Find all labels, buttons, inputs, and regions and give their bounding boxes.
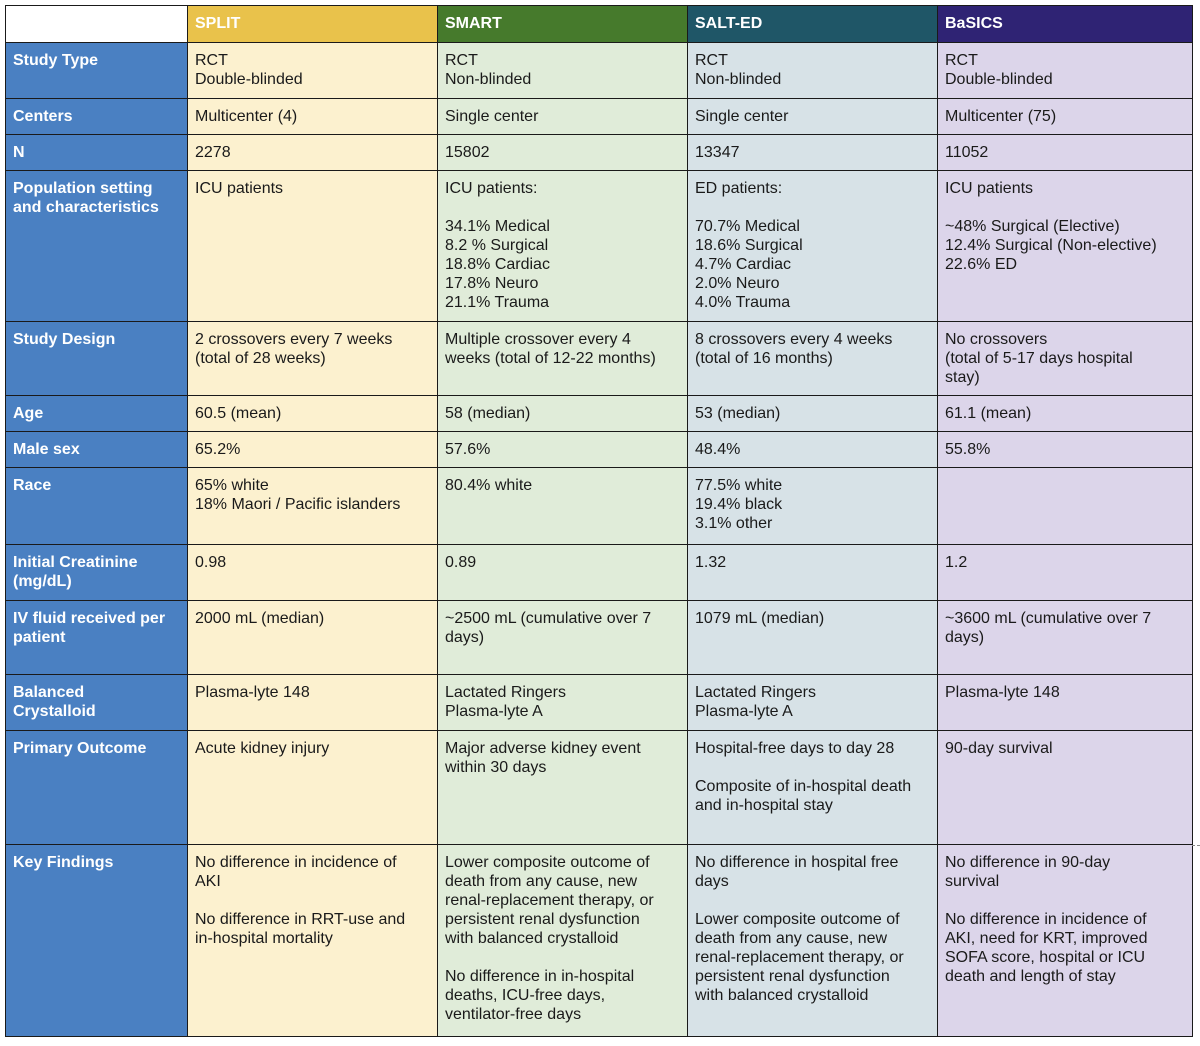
cell-split: Acute kidney injury	[188, 731, 438, 845]
cell-salted: Single center	[688, 99, 938, 135]
cell-smart: 58 (median)	[438, 396, 688, 432]
cell-salted: ED patients: 70.7% Medical 18.6% Surgical 4.7% Cardiac 2.0% Neuro 4.0% Trauma	[688, 171, 938, 322]
cell-smart: 80.4% white	[438, 468, 688, 545]
col-header-smart: SMART	[438, 6, 688, 43]
col-header-basics: BaSICS	[938, 6, 1193, 43]
cell-split: Plasma-lyte 148	[188, 675, 438, 731]
cell-split: No difference in incidence of AKI No difference in RRT-use and in-hospital mortality	[188, 845, 438, 1037]
cell-split: ICU patients	[188, 171, 438, 322]
dashed-divider	[1192, 845, 1200, 846]
cell-smart: 57.6%	[438, 432, 688, 468]
row-header: N	[6, 135, 188, 171]
cell-split: 2000 mL (median)	[188, 601, 438, 675]
cell-basics: Plasma-lyte 148	[938, 675, 1193, 731]
cell-basics: 11052	[938, 135, 1193, 171]
table-row	[6, 601, 1193, 675]
cell-salted: 77.5% white 19.4% black 3.1% other	[688, 468, 938, 545]
row-header: Study Design	[6, 322, 188, 396]
row-header: Initial Creatinine (mg/dL)	[6, 545, 188, 601]
table-row	[6, 432, 1193, 468]
cell-basics	[938, 468, 1193, 545]
cell-smart: Lower composite outcome of death from any cause, new renal-replacement therapy, or persistent renal dysfunction with balanced crystalloid No difference in in-hospital deaths, ICU-free days, ventilator-free days	[438, 845, 688, 1037]
cell-salted: Hospital-free days to day 28 Composite of in-hospital death and in-hospital stay	[688, 731, 938, 845]
table-row	[6, 675, 1193, 731]
cell-salted: 13347	[688, 135, 938, 171]
cell-smart: 15802	[438, 135, 688, 171]
cell-basics: ~3600 mL (cumulative over 7 days)	[938, 601, 1193, 675]
cell-split: Multicenter (4)	[188, 99, 438, 135]
corner-cell	[6, 6, 188, 43]
cell-smart: ~2500 mL (cumulative over 7 days)	[438, 601, 688, 675]
table-row	[6, 43, 1193, 99]
cell-basics: 1.2	[938, 545, 1193, 601]
cell-salted: Lactated Ringers Plasma-lyte A	[688, 675, 938, 731]
cell-smart: Major adverse kidney event within 30 days	[438, 731, 688, 845]
cell-salted: 1.32	[688, 545, 938, 601]
cell-split: RCT Double-blinded	[188, 43, 438, 99]
col-header-salt-ed: SALT-ED	[688, 6, 938, 43]
table-row	[6, 468, 1193, 545]
row-header: IV fluid received per patient	[6, 601, 188, 675]
cell-smart: Single center	[438, 99, 688, 135]
cell-split: 0.98	[188, 545, 438, 601]
table-row	[6, 135, 1193, 171]
cell-salted: 48.4%	[688, 432, 938, 468]
cell-salted: 53 (median)	[688, 396, 938, 432]
table-row	[6, 322, 1193, 396]
cell-split: 65.2%	[188, 432, 438, 468]
cell-basics: 55.8%	[938, 432, 1193, 468]
cell-split: 2278	[188, 135, 438, 171]
table-row	[6, 171, 1193, 322]
table-row	[6, 545, 1193, 601]
cell-salted: No difference in hospital free days Lower composite outcome of death from any cause, new renal-replacement therapy, or persistent renal dysfunction with balanced crystalloid	[688, 845, 938, 1037]
row-header: Primary Outcome	[6, 731, 188, 845]
table-row	[6, 99, 1193, 135]
row-header: Key Findings	[6, 845, 188, 1037]
cell-salted: RCT Non-blinded	[688, 43, 938, 99]
cell-salted: 8 crossovers every 4 weeks (total of 16 months)	[688, 322, 938, 396]
cell-smart: RCT Non-blinded	[438, 43, 688, 99]
table-row	[6, 396, 1193, 432]
header-row	[6, 6, 1193, 43]
table-body	[6, 43, 1193, 1037]
cell-basics: RCT Double-blinded	[938, 43, 1193, 99]
cell-basics: No crossovers (total of 5-17 days hospital stay)	[938, 322, 1193, 396]
row-header: Balanced Crystalloid	[6, 675, 188, 731]
row-header: Population setting and characteristics	[6, 171, 188, 322]
cell-split: 2 crossovers every 7 weeks (total of 28 weeks)	[188, 322, 438, 396]
table-row	[6, 731, 1193, 845]
cell-basics: 61.1 (mean)	[938, 396, 1193, 432]
cell-basics: Multicenter (75)	[938, 99, 1193, 135]
cell-smart: Multiple crossover every 4 weeks (total of 12-22 months)	[438, 322, 688, 396]
row-header: Study Type	[6, 43, 188, 99]
row-header: Age	[6, 396, 188, 432]
cell-smart: ICU patients: 34.1% Medical 8.2 % Surgical 18.8% Cardiac 17.8% Neuro 21.1% Trauma	[438, 171, 688, 322]
cell-split: 65% white 18% Maori / Pacific islanders	[188, 468, 438, 545]
row-header: Race	[6, 468, 188, 545]
cell-basics: 90-day survival	[938, 731, 1193, 845]
cell-smart: Lactated Ringers Plasma-lyte A	[438, 675, 688, 731]
cell-smart: 0.89	[438, 545, 688, 601]
comparison-table	[5, 5, 1193, 1037]
row-header: Male sex	[6, 432, 188, 468]
cell-salted: 1079 mL (median)	[688, 601, 938, 675]
col-header-split: SPLIT	[188, 6, 438, 43]
cell-basics: No difference in 90-day survival No difference in incidence of AKI, need for KRT, improved SOFA score, hospital or ICU death and length of stay	[938, 845, 1193, 1037]
cell-split: 60.5 (mean)	[188, 396, 438, 432]
table-row	[6, 845, 1193, 1037]
row-header: Centers	[6, 99, 188, 135]
cell-basics: ICU patients ~48% Surgical (Elective) 12.4% Surgical (Non-elective) 22.6% ED	[938, 171, 1193, 322]
